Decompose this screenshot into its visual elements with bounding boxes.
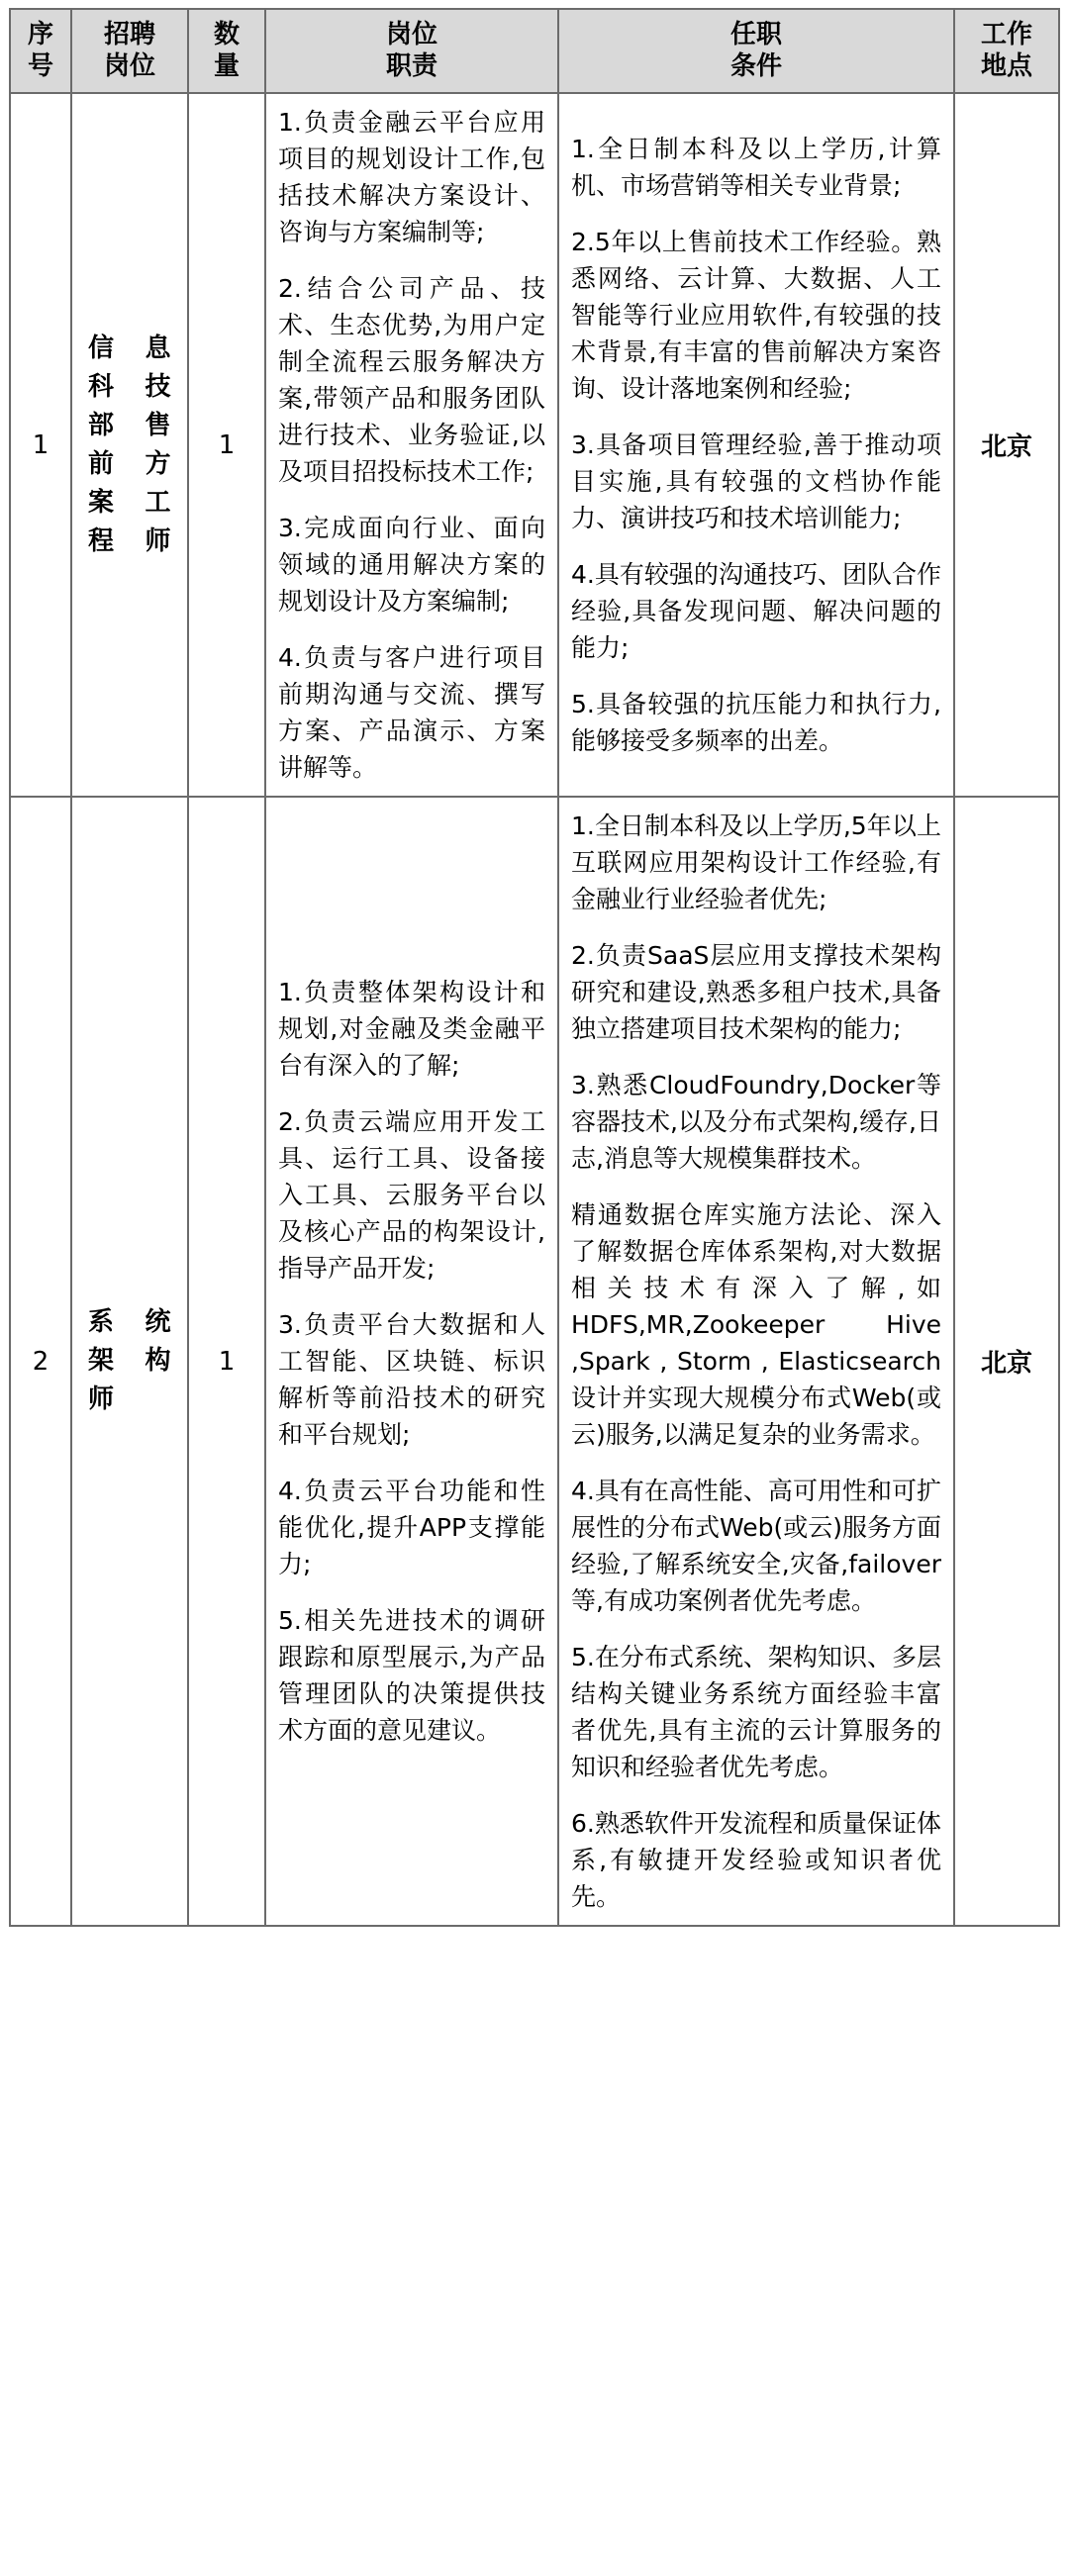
post-title-line: 师: [88, 1384, 115, 1415]
column-header-qty-line2: 量: [213, 50, 240, 81]
column-header-no: [10, 9, 71, 93]
requirement-item: 6.熟悉软件开发流程和质量保证体系,有敏捷开发经验或知识者优先。: [571, 1809, 941, 1912]
column-header-location: [954, 9, 1059, 93]
requirement-item: 1.全日制本科及以上学历,5年以上互联网应用架构设计工作经验,有金融业行业经验者优先;: [571, 811, 941, 914]
table-row: [10, 93, 1059, 797]
row-location: 北京: [954, 93, 1059, 797]
post-title-line: 前 方: [88, 448, 171, 479]
column-header-location-line2: 地点: [980, 50, 1032, 81]
column-header-requirements: [558, 9, 954, 93]
requirement-item: 1.全日制本科及以上学历,计算机、市场营销等相关专业背景;: [571, 135, 941, 201]
column-header-requirements-line2: 条件: [729, 50, 782, 81]
column-header-post-line2: 岗位: [103, 50, 155, 81]
post-title-line: 程 师: [88, 525, 171, 556]
duty-item: 4.负责与客户进行项目前期沟通与交流、撰写方案、产品演示、方案讲解等。: [278, 643, 545, 783]
row-index: 2: [10, 797, 71, 1926]
column-header-duty-line1: 岗位: [385, 20, 437, 49]
duty-item: 3.负责平台大数据和人工智能、区块链、标识解析等前沿技术的研究和平台规划;: [278, 1310, 545, 1450]
column-header-post: [71, 9, 188, 93]
duty-item: 4.负责云平台功能和性能优化,提升APP支撑能力;: [278, 1477, 545, 1579]
requirement-item: 2.5年以上售前技术工作经验。熟悉网络、云计算、大数据、人工智能等行业应用软件,有较强的技术背景,有丰富的售前解决方案咨询、设计落地案例和经验;: [571, 228, 941, 404]
requirement-item: 5.具备较强的抗压能力和执行力,能够接受多频率的出差。: [571, 690, 941, 756]
requirement-item: 5.在分布式系统、架构知识、多层结构关键业务系统方面经验丰富者优先,具有主流的云计算服务的知识和经验者优先考虑。: [571, 1643, 941, 1782]
column-header-duty-line2: 职责: [385, 50, 437, 81]
recruitment-table: [9, 8, 1060, 1927]
row-requirements: [558, 797, 954, 1926]
duty-item: 1.负责金融云平台应用项目的规划设计工作,包括技术解决方案设计、咨询与方案编制等;: [278, 108, 545, 247]
row-duties: [265, 797, 558, 1926]
duty-item: 2.负责云端应用开发工具、运行工具、设备接入工具、云服务平台以及核心产品的构架设计,指导产品开发;: [278, 1107, 545, 1284]
requirement-item: 4.具有在高性能、高可用性和可扩展性的分布式Web(或云)服务方面经验,了解系统安全,灾备,failover等,有成功案例者优先考虑。: [571, 1477, 942, 1616]
row-duties: [265, 93, 558, 797]
column-header-duty: [265, 9, 558, 93]
column-header-location-line1: 工作: [980, 20, 1032, 49]
row-index: 1: [10, 93, 71, 797]
column-header-post-line1: 招聘: [103, 20, 155, 49]
row-location: 北京: [954, 797, 1059, 1926]
requirement-item: 2.负责SaaS层应用支撑技术架构研究和建设,熟悉多租户技术,具备独立搭建项目技术架构的能力;: [571, 941, 941, 1044]
row-quantity: 1: [188, 797, 265, 1926]
table-body: [10, 93, 1059, 1926]
column-header-qty-line1: 数: [213, 20, 240, 49]
post-title-line: 架 构: [88, 1346, 171, 1377]
row-post-title: [71, 93, 188, 797]
requirement-item: 4.具有较强的沟通技巧、团队合作经验,具备发现问题、解决问题的能力;: [571, 560, 941, 663]
duty-item: 1.负责整体架构设计和规划,对金融及类金融平台有深入的了解;: [278, 978, 545, 1081]
duty-item: 2.结合公司产品、技术、生态优势,为用户定制全流程云服务解决方案,带领产品和服务团队进行技术、业务验证,以及项目招投标技术工作;: [278, 274, 545, 487]
post-title-line: 部 售: [88, 410, 171, 440]
table-header-row: [10, 9, 1059, 93]
column-header-no-line1: 序: [27, 20, 53, 49]
column-header-no-line2: 号: [27, 50, 53, 81]
column-header-requirements-line1: 任职: [729, 20, 782, 49]
row-requirements: [558, 93, 954, 797]
recruitment-sheet: [0, 8, 1069, 1927]
post-title-line: 系 统: [88, 1307, 171, 1338]
requirement-item: 3.具备项目管理经验,善于推动项目实施,具有较强的文档协作能力、演讲技巧和技术培训能力;: [571, 430, 941, 533]
duty-item: 5.相关先进技术的调研跟踪和原型展示,为产品管理团队的决策提供技术方面的意见建议。: [278, 1606, 545, 1746]
post-title-line: 科 技: [88, 371, 171, 402]
table-header: [10, 9, 1059, 93]
requirement-item: 3.熟悉CloudFoundry,Docker等容器技术,以及分布式架构,缓存,日志,消息等大规模集群技术。: [571, 1071, 941, 1174]
table-row: [10, 797, 1059, 1926]
post-title-line: 信 息: [88, 333, 171, 363]
post-title-line: 案 工: [88, 487, 171, 518]
duty-item: 3.完成面向行业、面向领域的通用解决方案的规划设计及方案编制;: [278, 514, 545, 617]
row-quantity: 1: [188, 93, 265, 797]
requirement-item: 精通数据仓库实施方法论、深入了解数据仓库体系架构,对大数据相关技术有深入了解,如HDFS,MR,Zookeeper Hive ,Spark , Storm , Elasticsearch设计并实现大规模分布式Web(或云)服务,以满足复杂的业务需求。: [571, 1200, 941, 1450]
column-header-qty: [188, 9, 265, 93]
row-post-title: [71, 797, 188, 1926]
